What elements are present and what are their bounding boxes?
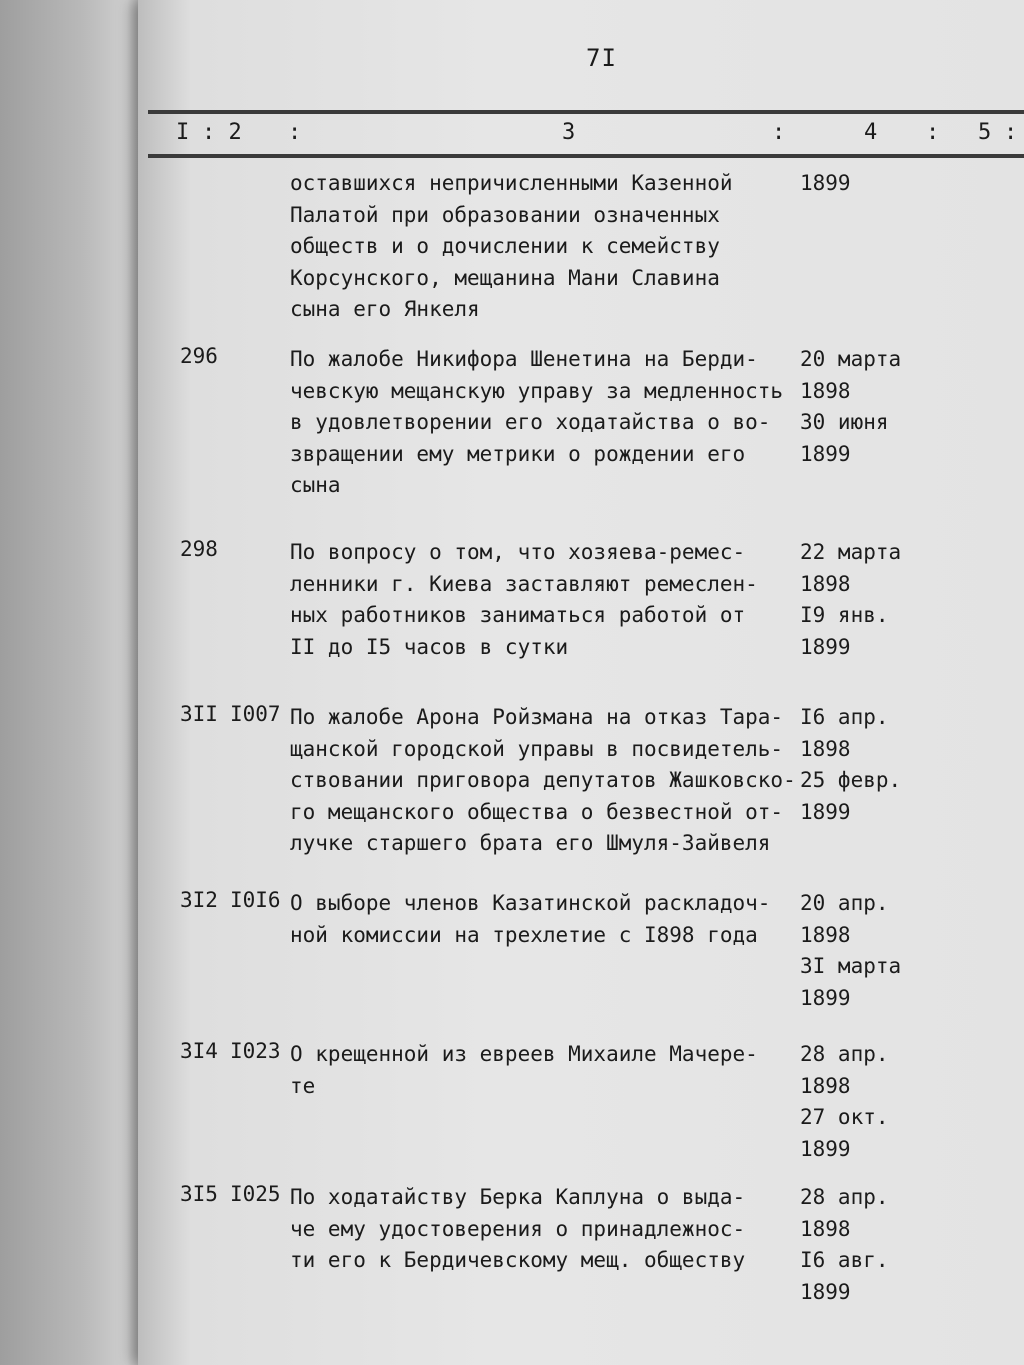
entry-number: 3I4 — [180, 1039, 218, 1063]
entry-dates — [800, 1182, 940, 1308]
description-line: Палатой при образовании означенных — [290, 202, 720, 227]
date-line: 1898 — [800, 922, 851, 947]
date-line: 28 апр. — [800, 1185, 889, 1209]
entry-dates — [800, 702, 940, 828]
date-line: 20 апр. — [800, 891, 889, 915]
header-rule-top — [148, 110, 1024, 114]
description-line: лучке старшего брата его Шмуля-Зайвеля — [290, 831, 771, 855]
description-line: По вопросу о том, что хозяева-ремес- — [290, 540, 746, 564]
date-line: 1899 — [800, 441, 851, 466]
entry-description — [290, 168, 800, 326]
column-header-separator: : — [926, 120, 940, 145]
description-line: ной комиссии на трехлетие с I898 года — [290, 922, 758, 947]
entry-dates — [800, 537, 940, 663]
column-header-1: I — [176, 120, 190, 145]
date-line: 1899 — [800, 634, 851, 659]
date-line: 22 марта — [800, 540, 902, 564]
description-line: че ему удостоверения о принадлежнос- — [290, 1216, 746, 1241]
description-line: чевскую мещанскую управу за медленность — [290, 378, 784, 403]
description-line: ствовании приговора депутатов Жашковско- — [290, 768, 796, 792]
description-line: го мещанского общества о безвестной от- — [290, 799, 784, 824]
date-line: 30 июня — [800, 410, 889, 434]
date-line: 1899 — [800, 985, 851, 1010]
description-line: Корсунского, мещанина Мани Славина — [290, 265, 720, 290]
date-line: 1899 — [800, 1279, 851, 1304]
date-line: 1898 — [800, 1073, 851, 1098]
description-line: в удовлетворении его ходатайства о во- — [290, 410, 771, 434]
description-line: сына — [290, 473, 341, 497]
entry-description — [290, 1182, 800, 1277]
date-line: 1898 — [800, 571, 851, 596]
description-line: О крещенной из евреев Михаиле Мачере- — [290, 1042, 758, 1066]
date-line: 1898 — [800, 736, 851, 761]
date-line: 28 апр. — [800, 1042, 889, 1066]
description-line: ленники г. Киева заставляют ремеслен- — [290, 571, 758, 596]
entry-dates — [800, 168, 940, 200]
description-line: ных работников заниматься работой от — [290, 603, 746, 627]
date-line: 1899 — [800, 171, 851, 195]
entry-number: 298 — [180, 537, 218, 561]
date-line: I6 апр. — [800, 705, 889, 729]
entry-number: 3I2 — [180, 888, 218, 912]
entry-description — [290, 537, 800, 663]
entry-number: 3I5 — [180, 1182, 218, 1206]
date-line: 1899 — [800, 799, 851, 824]
entry-description — [290, 1039, 800, 1102]
description-line: По жалобе Никифора Шенетина на Берди- — [290, 347, 758, 371]
date-line: 20 марта — [800, 347, 902, 371]
column-header-separator: : — [772, 120, 786, 145]
description-line: звращении ему метрики о рождении его — [290, 441, 746, 466]
description-line: щанской городской управы в посвидетель- — [290, 736, 784, 761]
date-line: 25 февр. — [800, 768, 902, 792]
description-line: По ходатайству Берка Каплуна о выда- — [290, 1185, 746, 1209]
date-line: I6 авг. — [800, 1248, 889, 1272]
description-line: обществ и о дочислении к семейству — [290, 234, 720, 258]
description-line: сына его Янкеля — [290, 297, 480, 321]
description-line: оставшихся непричисленными Казенной — [290, 171, 733, 195]
description-line: ти его к Бердичевскому мещ. обществу — [290, 1248, 746, 1272]
archive-number: I0I6 — [230, 888, 281, 912]
entry-dates — [800, 344, 940, 470]
entry-description — [290, 702, 800, 860]
column-header-4: 4 — [864, 120, 878, 145]
description-line: те — [290, 1073, 316, 1098]
entry-number: 296 — [180, 344, 218, 368]
facing-page-edge — [0, 0, 150, 1365]
date-line: 1898 — [800, 378, 851, 403]
entry-description — [290, 888, 800, 951]
archive-number: I007 — [230, 702, 281, 726]
column-header-separator: : — [1004, 120, 1018, 145]
date-line: 27 окт. — [800, 1105, 889, 1129]
date-line: 3I марта — [800, 954, 902, 978]
date-line: I9 янв. — [800, 603, 889, 627]
archive-number: I023 — [230, 1039, 281, 1063]
column-header-separator: : — [288, 120, 302, 145]
column-header-2: : 2 — [202, 120, 242, 145]
column-header-3: 3 — [562, 120, 576, 145]
header-rule-bottom — [148, 154, 1024, 158]
date-line: 1898 — [800, 1216, 851, 1241]
column-header-5: 5 — [978, 120, 992, 145]
description-line: О выборе членов Казатинской раскладоч- — [290, 891, 771, 915]
document-page — [138, 0, 1024, 1365]
description-line: По жалобе Арона Ройзмана на отказ Тара- — [290, 705, 784, 729]
date-line: 1899 — [800, 1136, 851, 1161]
entry-number: 3II — [180, 702, 218, 726]
page-number: 7I — [586, 44, 617, 72]
entry-dates — [800, 888, 940, 1014]
entry-dates — [800, 1039, 940, 1165]
description-line: II до I5 часов в сутки — [290, 634, 569, 659]
entry-description — [290, 344, 800, 502]
archive-number: I025 — [230, 1182, 281, 1206]
